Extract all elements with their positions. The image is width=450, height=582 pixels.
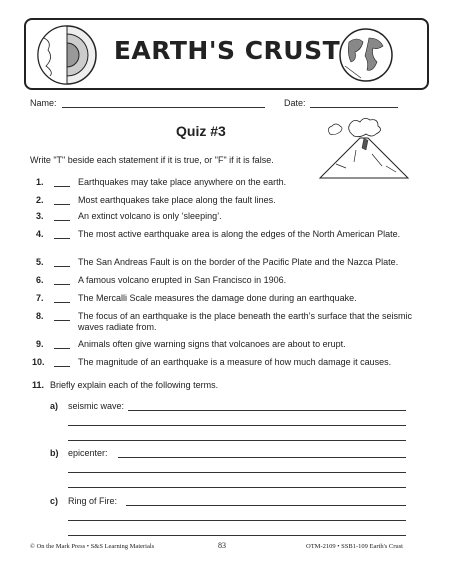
answer-blank[interactable] bbox=[54, 284, 70, 285]
answer-blank[interactable] bbox=[54, 302, 70, 303]
term-label: Ring of Fire: bbox=[68, 496, 118, 506]
item-text: The magnitude of an earthquake is a measure of how much damage it causes. bbox=[78, 357, 392, 367]
term-letter: c) bbox=[50, 496, 59, 506]
item-text: The most active earthquake area is along the edges of the North American Plate. bbox=[78, 229, 401, 239]
item-number: 2. bbox=[36, 195, 44, 205]
footer-publisher: © On the Mark Press • S&S Learning Materials bbox=[30, 543, 155, 550]
item-number: 3. bbox=[36, 211, 44, 221]
item-number: 6. bbox=[36, 275, 44, 285]
term-label: seismic wave: bbox=[68, 401, 125, 411]
quiz-title: Quiz #3 bbox=[176, 123, 226, 139]
answer-line[interactable] bbox=[126, 505, 406, 506]
footer-code: OTM-2109 • SSB1-109 Earth's Crust bbox=[306, 543, 403, 550]
term-letter: a) bbox=[50, 401, 59, 411]
answer-line[interactable] bbox=[68, 472, 406, 473]
item-text: The San Andreas Fault is on the border of the Pacific Plate and the Nazca Plate. bbox=[78, 257, 399, 267]
item-text: An extinct volcano is only ‘sleeping’. bbox=[78, 211, 222, 221]
date-field[interactable] bbox=[310, 107, 398, 108]
globe-icon bbox=[337, 26, 395, 84]
item-text: A famous volcano erupted in San Francisco in 1906. bbox=[78, 275, 287, 285]
item-text: Animals often give warning signs that volcanoes are about to erupt. bbox=[78, 339, 346, 349]
name-field[interactable] bbox=[62, 107, 265, 108]
item-text: The Mercalli Scale measures the damage done during an earthquake. bbox=[78, 293, 357, 303]
term-label: epicenter: bbox=[68, 448, 108, 458]
item-text: The focus of an earthquake is the place beneath the earth’s surface that the seismic waves radiate from. bbox=[78, 311, 413, 332]
item-number: 9. bbox=[36, 339, 44, 349]
item-number: 7. bbox=[36, 293, 44, 303]
answer-line[interactable] bbox=[68, 520, 406, 521]
item-text: Most earthquakes take place along the fault lines. bbox=[78, 195, 276, 205]
item-number: 11. bbox=[32, 380, 45, 390]
instructions: Write "T" beside each statement if it is true, or "F" if it is false. bbox=[30, 155, 274, 165]
answer-blank[interactable] bbox=[54, 204, 70, 205]
answer-line[interactable] bbox=[68, 535, 406, 536]
item-number: 1. bbox=[36, 177, 44, 187]
item-number: 8. bbox=[36, 311, 44, 321]
page-title: EARTH'S CRUST bbox=[113, 36, 341, 65]
volcano-illustration bbox=[316, 116, 412, 184]
answer-line[interactable] bbox=[68, 487, 406, 488]
item-number: 10. bbox=[32, 357, 45, 367]
item-text: Earthquakes may take place anywhere on the earth. bbox=[78, 177, 287, 187]
answer-blank[interactable] bbox=[54, 186, 70, 187]
earth-layers-icon bbox=[36, 24, 98, 86]
answer-blank[interactable] bbox=[54, 220, 70, 221]
item-number: 4. bbox=[36, 229, 44, 239]
date-label: Date: bbox=[284, 98, 306, 108]
answer-blank[interactable] bbox=[54, 348, 70, 349]
item-text: Briefly explain each of the following terms. bbox=[50, 380, 219, 390]
answer-blank[interactable] bbox=[54, 266, 70, 267]
item-number: 5. bbox=[36, 257, 44, 267]
answer-line[interactable] bbox=[68, 440, 406, 441]
answer-blank[interactable] bbox=[54, 366, 70, 367]
answer-blank[interactable] bbox=[54, 238, 70, 239]
answer-blank[interactable] bbox=[54, 320, 70, 321]
answer-line[interactable] bbox=[68, 425, 406, 426]
answer-line[interactable] bbox=[128, 410, 406, 411]
page-number: 83 bbox=[218, 541, 226, 550]
answer-line[interactable] bbox=[118, 457, 406, 458]
name-label: Name: bbox=[30, 98, 57, 108]
term-letter: b) bbox=[50, 448, 59, 458]
